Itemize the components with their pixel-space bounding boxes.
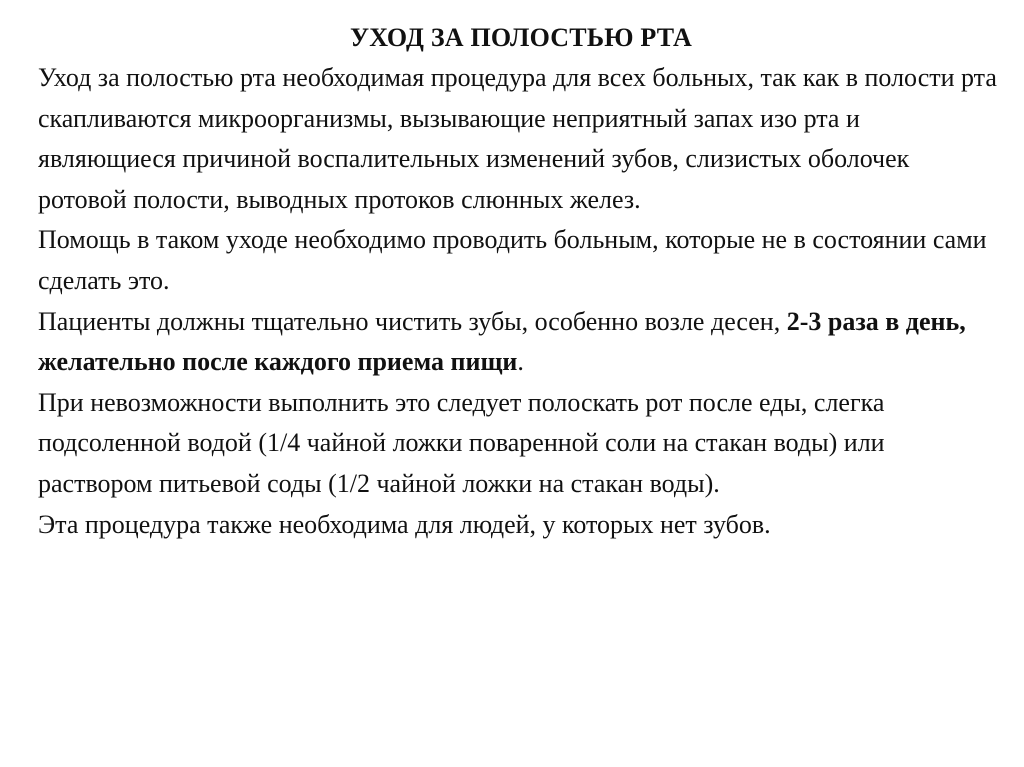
brushing-frequency-emphasis: 2-3 раза в день, желательно после каждого приема пищи <box>38 306 966 377</box>
paragraph-no-teeth: Эта процедура также необходима для людей, у которых нет зубов. <box>38 509 771 539</box>
slide-title: УХОД ЗА ПОЛОСТЬЮ РТА <box>349 23 693 52</box>
paragraph-assistance: Помощь в таком уходе необходимо проводить больным, которые не в состоянии сами сделать это. <box>38 225 987 295</box>
paragraph-oral-care-purpose: Уход за полостью рта необходимая процедура для всех больных, так как в полости рта скапливаются микроорганизмы, вызывающие неприятный запах изо рта и являющиеся причиной воспалительных изменений зубов, слизистых оболочек ротовой полости, выводных протоков слюнных желез. <box>38 63 997 214</box>
paragraph-brushing <box>38 302 998 383</box>
brushing-text: Пациенты должны тщательно чистить зубы, особенно возле десен, <box>38 306 787 336</box>
paragraph-rinsing: При невозможности выполнить это следует полоскать рот после еды, слегка подсоленной водой (1/4 чайной ложки поваренной соли на стакан воды) или раствором питьевой соды (1/2 чайной ложки на стакан воды). <box>38 387 885 498</box>
brushing-text-end: . <box>517 347 524 377</box>
